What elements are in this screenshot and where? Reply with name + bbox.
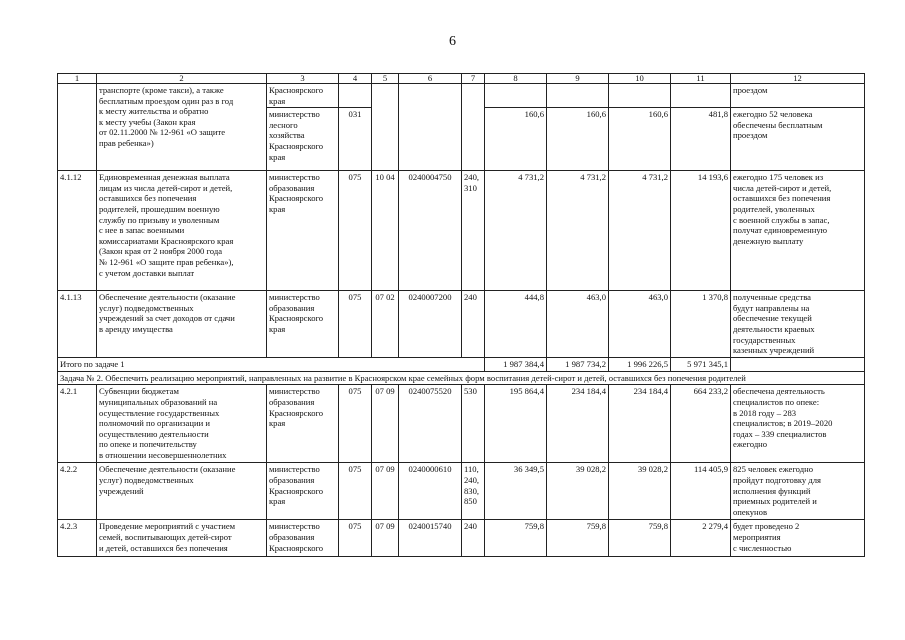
item-name: Проведение мероприятий с участием семей, воспитывающих детей-сирот и детей, оставшихся без попечения xyxy=(97,520,267,557)
item-number: 4.1.12 xyxy=(58,171,97,291)
value-2018: 160,6 xyxy=(485,108,547,171)
result: будет проведено 2 мероприятия с численностью xyxy=(731,520,865,557)
header-cell: 1 xyxy=(58,74,97,84)
subtotal-2018: 1 987 384,4 xyxy=(485,358,547,372)
value-2019: 234 184,4 xyxy=(547,385,609,463)
item-name: транспорте (кроме такси), а также бесплатным проездом один раз в год к месту жительства и обратно к месту учебы (Закон края от 02.11.2000 № 12-961 «О защите прав ребенка») xyxy=(97,84,267,171)
csr: 0240004750 xyxy=(399,171,462,291)
vr xyxy=(462,84,485,171)
value-2018: 444,8 xyxy=(485,291,547,358)
result: полученные средства будут направлены на обеспечение текущей деятельности краевых государственных казенных учреждений xyxy=(731,291,865,358)
executor: Красноярского края xyxy=(267,84,339,108)
value-2020: 759,8 xyxy=(609,520,671,557)
task-heading-row xyxy=(58,371,865,385)
csr: 0240015740 xyxy=(399,520,462,557)
header-cell: 11 xyxy=(671,74,731,84)
csr: 0240000610 xyxy=(399,463,462,520)
value-2020 xyxy=(609,84,671,108)
value-2020: 160,6 xyxy=(609,108,671,171)
item-name: Обеспечение деятельности (оказание услуг) подведомственных учреждений за счет доходов от сдачи в аренду имущества xyxy=(97,291,267,358)
grbs: 075 xyxy=(339,385,372,463)
value-2019 xyxy=(547,84,609,108)
value-2018: 4 731,2 xyxy=(485,171,547,291)
value-2020: 463,0 xyxy=(609,291,671,358)
subtotal-2019: 1 987 734,2 xyxy=(547,358,609,372)
value-2019: 4 731,2 xyxy=(547,171,609,291)
rzpr: 10 04 xyxy=(372,171,399,291)
vr: 240, 310 xyxy=(462,171,485,291)
item-number: 4.2.1 xyxy=(58,385,97,463)
value-2019: 759,8 xyxy=(547,520,609,557)
value-2018: 36 349,5 xyxy=(485,463,547,520)
subtotal-result xyxy=(731,358,865,372)
value-total: 14 193,6 xyxy=(671,171,731,291)
executor: министерство образования Красноярского xyxy=(267,520,339,557)
value-2020: 39 028,2 xyxy=(609,463,671,520)
grbs: 075 xyxy=(339,171,372,291)
subtotal-row xyxy=(58,358,865,372)
header-cell: 12 xyxy=(731,74,865,84)
item-number xyxy=(58,84,97,171)
executor: министерство образования Красноярского края xyxy=(267,291,339,358)
header-cell: 6 xyxy=(399,74,462,84)
value-total: 664 233,2 xyxy=(671,385,731,463)
value-2019: 160,6 xyxy=(547,108,609,171)
rzpr: 07 09 xyxy=(372,385,399,463)
table-row xyxy=(58,171,865,291)
executor: министерство образования Красноярского края xyxy=(267,463,339,520)
value-2019: 463,0 xyxy=(547,291,609,358)
csr: 0240075520 xyxy=(399,385,462,463)
result: ежегодно 52 человека обеспечены бесплатным проездом xyxy=(731,108,865,171)
header-cell: 8 xyxy=(485,74,547,84)
grbs: 075 xyxy=(339,463,372,520)
grbs xyxy=(339,84,372,108)
header-cell: 4 xyxy=(339,74,372,84)
grbs: 075 xyxy=(339,520,372,557)
rzpr: 07 09 xyxy=(372,463,399,520)
header-cell: 2 xyxy=(97,74,267,84)
subtotal-2020: 1 996 226,5 xyxy=(609,358,671,372)
header-cell: 9 xyxy=(547,74,609,84)
csr: 0240007200 xyxy=(399,291,462,358)
value-total xyxy=(671,84,731,108)
header-cell: 7 xyxy=(462,74,485,84)
vr: 240 xyxy=(462,520,485,557)
header-row xyxy=(58,74,865,84)
csr xyxy=(399,84,462,171)
header-cell: 10 xyxy=(609,74,671,84)
value-2018 xyxy=(485,84,547,108)
header-cell: 3 xyxy=(267,74,339,84)
value-2018: 759,8 xyxy=(485,520,547,557)
item-name: Субвенции бюджетам муниципальных образований на осуществление государственных полномочий по организации и осуществлению деятельности по опеке и попечительству в отношении несовершеннолетних xyxy=(97,385,267,463)
result: обеспечена деятельность специалистов по опеке: в 2018 году – 283 специалистов; в 2019–2020 годах – 339 специалистов ежегодно xyxy=(731,385,865,463)
item-number: 4.2.3 xyxy=(58,520,97,557)
rzpr: 07 09 xyxy=(372,520,399,557)
result: 825 человек ежегодно пройдут подготовку для исполнения функций приемных родителей и опекунов xyxy=(731,463,865,520)
table-row xyxy=(58,463,865,520)
item-name: Единовременная денежная выплата лицам из числа детей-сирот и детей, оставшихся без попечения родителей, прошедшим военную службу по призыву и уволенным с нее в запас военными комиссариатами Красноярского края (Закон края от 2 ноября 2000 года № 12-961 «О защите прав ребенка»), с учетом доставки выплат xyxy=(97,171,267,291)
subtotal-label: Итого по задаче 1 xyxy=(58,358,485,372)
item-number: 4.1.13 xyxy=(58,291,97,358)
table-row xyxy=(58,291,865,358)
grbs: 031 xyxy=(339,108,372,171)
page-number: 6 xyxy=(449,34,456,49)
program-table xyxy=(57,73,865,557)
result: ежегодно 175 человек из числа детей-сирот и детей, оставшихся без попечения родителей, уволенных с военной службы в запас, получат единовременную денежную выплату xyxy=(731,171,865,291)
table-row xyxy=(58,520,865,557)
executor: министерство образования Красноярского края xyxy=(267,171,339,291)
subtotal-total: 5 971 345,1 xyxy=(671,358,731,372)
item-name: Обеспечение деятельности (оказание услуг) подведомственных учреждений xyxy=(97,463,267,520)
item-number: 4.2.2 xyxy=(58,463,97,520)
value-2020: 234 184,4 xyxy=(609,385,671,463)
task-heading: Задача № 2. Обеспечить реализацию мероприятий, направленных на развитие в Красноярском крае семейных форм воспитания детей-сирот и детей, оставшихся без попечения родителей xyxy=(58,371,865,385)
grbs: 075 xyxy=(339,291,372,358)
rzpr: 07 02 xyxy=(372,291,399,358)
value-total: 2 279,4 xyxy=(671,520,731,557)
value-total: 481,8 xyxy=(671,108,731,171)
value-2020: 4 731,2 xyxy=(609,171,671,291)
table-row xyxy=(58,385,865,463)
table-row xyxy=(58,84,865,108)
vr: 240 xyxy=(462,291,485,358)
vr: 530 xyxy=(462,385,485,463)
executor: министерство образования Красноярского края xyxy=(267,385,339,463)
rzpr xyxy=(372,84,399,171)
value-total: 1 370,8 xyxy=(671,291,731,358)
header-cell: 5 xyxy=(372,74,399,84)
executor: министерство лесного хозяйства Красноярского края xyxy=(267,108,339,171)
result: проездом xyxy=(731,84,865,108)
value-total: 114 405,9 xyxy=(671,463,731,520)
value-2018: 195 864,4 xyxy=(485,385,547,463)
vr: 110, 240, 830, 850 xyxy=(462,463,485,520)
value-2019: 39 028,2 xyxy=(547,463,609,520)
